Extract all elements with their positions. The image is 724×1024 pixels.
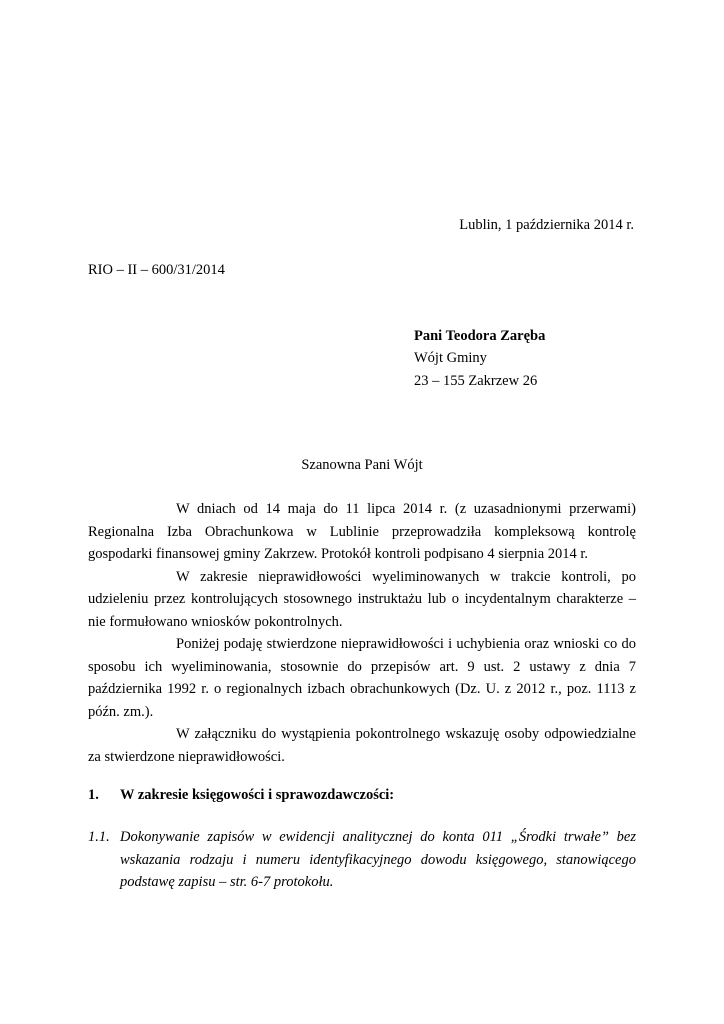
recipient-name: Pani Teodora Zaręba — [414, 328, 546, 344]
section-title: W zakresie księgowości i sprawozdawczości: — [120, 787, 395, 803]
reference-number: RIO – II – 600/31/2014 — [88, 262, 225, 278]
recipient-address: 23 – 155 Zakrzew 26 — [414, 373, 538, 389]
body-paragraph: W załączniku do wystąpienia pokontrolnego wskazuję osoby odpowiedzialne za stwierdzone nieprawidłowości. — [88, 726, 636, 765]
subsection-item — [88, 826, 636, 894]
subsection-number: 1.1. — [88, 829, 110, 845]
body-paragraph: W zakresie nieprawidłowości wyeliminowanych w trakcie kontroli, po udzieleniu przez kontrolujących stosownego instruktażu lub o incydentalnym charakterze – nie formułowano wniosków pokontrolnych. — [88, 568, 636, 630]
date-place: Lublin, 1 października 2014 r. — [459, 217, 634, 233]
recipient-title: Wójt Gminy — [414, 350, 487, 366]
body-paragraph: W dniach od 14 maja do 11 lipca 2014 r. (z uzasadnionymi przerwami) Regionalna Izba Obrachunkowa w Lublinie przeprowadziła kompleksową kontrolę gospodarki finansowej gminy Zakrzew. Protokół kontroli podpisano 4 sierpnia 2014 r. — [88, 501, 636, 562]
letter-body — [88, 498, 636, 768]
body-paragraph: Poniżej podaję stwierdzone nieprawidłowości i uchybienia oraz wnioski co do sposobu ich wyeliminowania, stosownie do przepisów art. 9 ust. 2 ustawy z dnia 7 października 1992 r. o regionalnych izbach obrachunkowych (Dz. U. z 2012 r., poz. 1113 z późn. zm.). — [88, 636, 636, 720]
section-heading — [88, 784, 636, 806]
section-number: 1. — [88, 787, 99, 803]
salutation: Szanowna Pani Wójt — [301, 457, 423, 473]
subsection-text: Dokonywanie zapisów w ewidencji analitycznej do konta 011 „Środki trwałe” bez wskazania rodzaju i numeru identyfikacyjnego dowodu księgowego, stanowiącego podstawę zapisu – str. 6-7 protokołu. — [120, 829, 636, 890]
